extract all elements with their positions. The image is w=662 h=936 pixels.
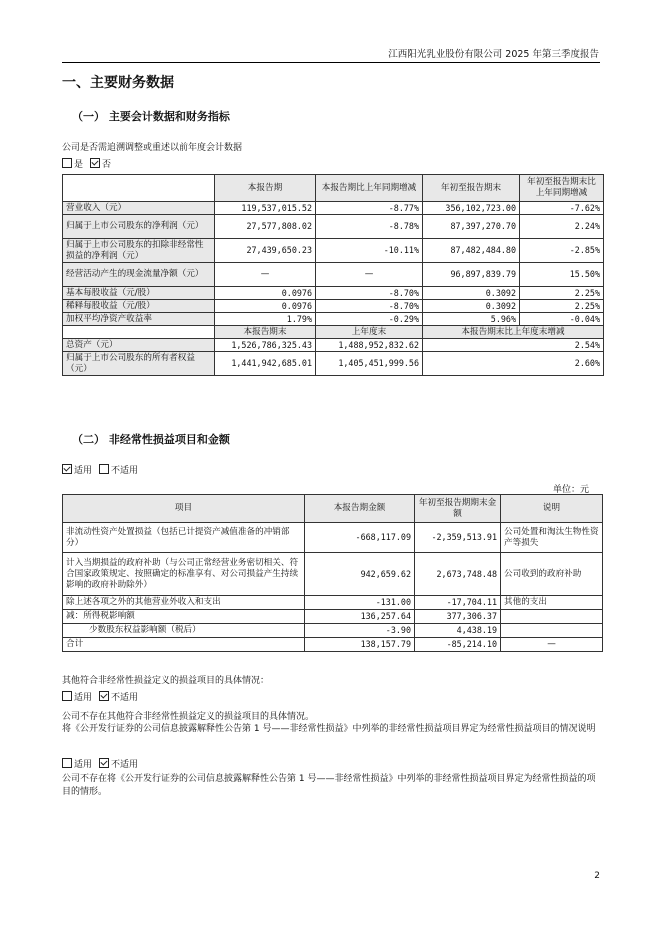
checkbox-applicable[interactable] (62, 691, 72, 701)
value-cell: 356,102,723.00 (423, 202, 520, 215)
header-cell-empty (63, 326, 215, 339)
header-cell: 本报告期 (215, 175, 316, 202)
option-yes-label: 是 (74, 160, 84, 170)
checkbox-not-applicable-checked[interactable] (99, 758, 109, 768)
financial-indicators-table (62, 174, 604, 376)
table-header-row (63, 495, 603, 523)
table-row (63, 339, 604, 352)
checkbox-applicable-checked[interactable] (62, 464, 72, 474)
table-row (63, 313, 604, 326)
table-row (63, 610, 603, 624)
applicable-options-1 (62, 463, 138, 476)
value-cell: 2.60% (423, 352, 604, 376)
value-cell: 377,306.37 (415, 610, 501, 624)
value-cell: — (316, 263, 423, 287)
note-no-reclassification: 公司不存在将《公开发行证券的公司信息披露解释性公告第 1 号——非经常性损益》中列举的非经常性损益项目界定为经常性损益的项目的情形。 (62, 774, 596, 797)
checkbox-applicable[interactable] (62, 758, 72, 768)
value-cell: 138,157.79 (305, 638, 415, 652)
note-cell: 公司收到的政府补助 (501, 553, 603, 596)
table-header-row (63, 175, 604, 202)
checkbox-no-checked[interactable] (90, 158, 100, 168)
header-cell: 本报告期比上年同期增减 (316, 175, 423, 202)
value-cell: 27,577,808.02 (215, 215, 316, 239)
value-cell: 0.0976 (215, 287, 316, 300)
table-row (63, 352, 604, 376)
page-number: 2 (594, 871, 600, 881)
table-row (63, 624, 603, 638)
value-cell: -10.11% (316, 239, 423, 263)
value-cell: -2.85% (520, 239, 604, 263)
item-cell: 计入当期损益的政府补助（与公司正常经营业务密切相关、符合国家政策规定、按照确定的标准享有、对公司损益产生持续影响的政府补助除外） (63, 553, 305, 596)
value-cell: 2.25% (520, 287, 604, 300)
header-cell: 上年度末 (316, 326, 423, 339)
subsection-title-1: （一） 主要会计数据和财务指标 (72, 110, 230, 123)
note-cell (501, 610, 603, 624)
value-cell: -0.04% (520, 313, 604, 326)
note-cell: 其他的支出 (501, 596, 603, 610)
value-cell: 0.3092 (423, 300, 520, 313)
checkbox-not-applicable[interactable] (99, 464, 109, 474)
value-cell: 1,441,942,685.01 (215, 352, 316, 376)
option-no-label: 否 (102, 160, 112, 170)
table-row (63, 263, 604, 287)
value-cell: 5.96% (423, 313, 520, 326)
checkbox-not-applicable-checked[interactable] (99, 691, 109, 701)
value-cell: -8.78% (316, 215, 423, 239)
value-cell: -3.90 (305, 624, 415, 638)
row-label: 归属于上市公司股东的所有者权益（元） (63, 352, 215, 376)
table-row (63, 287, 604, 300)
value-cell: 4,438.19 (415, 624, 501, 638)
checkbox-yes[interactable] (62, 158, 72, 168)
value-cell: -2,359,513.91 (415, 523, 501, 553)
item-cell: 少数股东权益影响额（税后） (63, 624, 305, 638)
restate-question: 公司是否需追溯调整或重述以前年度会计数据 (62, 143, 243, 153)
row-label: 营业收入（元） (63, 202, 215, 215)
value-cell: 1,526,786,325.43 (215, 339, 316, 352)
not-applicable-label: 不适用 (111, 466, 139, 476)
note-cell (501, 624, 603, 638)
non-recurring-items-table (62, 494, 603, 652)
table-row (63, 202, 604, 215)
header-cell: 本报告期末比上年度末增减 (423, 326, 604, 339)
value-cell: -7.62% (520, 202, 604, 215)
table-header-row-2 (63, 326, 604, 339)
note-cell: 公司处置和淘汰生物性资产等损失 (501, 523, 603, 553)
applicable-options-2 (62, 690, 138, 703)
table-row (63, 300, 604, 313)
value-cell: 87,397,270.70 (423, 215, 520, 239)
value-cell: 0.3092 (423, 287, 520, 300)
note-cell: — (501, 638, 603, 652)
row-label: 归属于上市公司股东的净利润（元） (63, 215, 215, 239)
value-cell: -0.29% (316, 313, 423, 326)
value-cell: 942,659.62 (305, 553, 415, 596)
restate-options (62, 157, 111, 170)
value-cell: -8.70% (316, 300, 423, 313)
row-label: 总资产（元） (63, 339, 215, 352)
value-cell: 15.50% (520, 263, 604, 287)
not-applicable-label: 不适用 (111, 760, 139, 770)
value-cell: 1,405,451,999.56 (316, 352, 423, 376)
applicable-label: 适用 (74, 693, 93, 703)
applicable-label: 适用 (74, 466, 93, 476)
value-cell: 2.24% (520, 215, 604, 239)
not-applicable-label: 不适用 (111, 693, 139, 703)
table-row (63, 523, 603, 553)
row-label: 加权平均净资产收益率 (63, 313, 215, 326)
header-cell: 年初至报告期末 (423, 175, 520, 202)
header-cell: 年初至报告期末比上年同期增减 (520, 175, 604, 202)
table-row (63, 239, 604, 263)
value-cell: -8.70% (316, 287, 423, 300)
value-cell: 2.25% (520, 300, 604, 313)
value-cell: 2.54% (423, 339, 604, 352)
item-cell: 非流动性资产处置损益（包括已计提资产减值准备的冲销部分） (63, 523, 305, 553)
value-cell: 2,673,748.48 (415, 553, 501, 596)
note-no-other-items: 公司不存在其他符合非经常性损益定义的损益项目的具体情况。 (62, 712, 315, 722)
value-cell: -8.77% (316, 202, 423, 215)
value-cell: -668,117.09 (305, 523, 415, 553)
note-other-items: 其他符合非经常性损益定义的损益项目的具体情况： (62, 676, 270, 686)
value-cell: 27,439,650.23 (215, 239, 316, 263)
value-cell: 96,897,839.79 (423, 263, 520, 287)
header-cell: 说明 (501, 495, 603, 523)
header-cell: 年初至报告期期末金额 (415, 495, 501, 523)
header-cell-empty (63, 175, 215, 202)
unit-label: 单位：元 (552, 485, 589, 495)
table-row-total (63, 638, 603, 652)
value-cell: 1.79% (215, 313, 316, 326)
row-label: 归属于上市公司股东的扣除非经常性损益的净利润（元） (63, 239, 215, 263)
header-rule (62, 62, 600, 63)
header-cell: 本报告期末 (215, 326, 316, 339)
row-label: 稀释每股收益（元/股） (63, 300, 215, 313)
item-cell: 除上述各项之外的其他营业外收入和支出 (63, 596, 305, 610)
row-label: 基本每股收益（元/股） (63, 287, 215, 300)
section-title: 一、主要财务数据 (62, 75, 174, 91)
table-row (63, 553, 603, 596)
header-cell: 项目 (63, 495, 305, 523)
applicable-options-3 (62, 757, 138, 770)
subsection-title-2: （二） 非经常性损益项目和金额 (72, 433, 230, 446)
header-cell: 本报告期金额 (305, 495, 415, 523)
applicable-label: 适用 (74, 760, 93, 770)
value-cell: 87,482,484.80 (423, 239, 520, 263)
value-cell: 136,257.64 (305, 610, 415, 624)
note-reclassification: 将《公开发行证券的公司信息披露解释性公告第 1 号——非经常性损益》中列举的非经常性损益项目界定为经常性损益项目的情况说明 (62, 724, 596, 734)
value-cell: -131.00 (305, 596, 415, 610)
value-cell: 119,537,015.52 (215, 202, 316, 215)
running-header: 江西阳光乳业股份有限公司 2025 年第三季度报告 (388, 49, 599, 60)
table-row (63, 596, 603, 610)
item-cell: 减：所得税影响额 (63, 610, 305, 624)
value-cell: 1,488,952,832.62 (316, 339, 423, 352)
row-label: 经营活动产生的现金流量净额（元） (63, 263, 215, 287)
value-cell: 0.0976 (215, 300, 316, 313)
table-row (63, 215, 604, 239)
value-cell: -85,214.10 (415, 638, 501, 652)
value-cell: -17,704.11 (415, 596, 501, 610)
value-cell: — (215, 263, 316, 287)
item-cell: 合计 (63, 638, 305, 652)
